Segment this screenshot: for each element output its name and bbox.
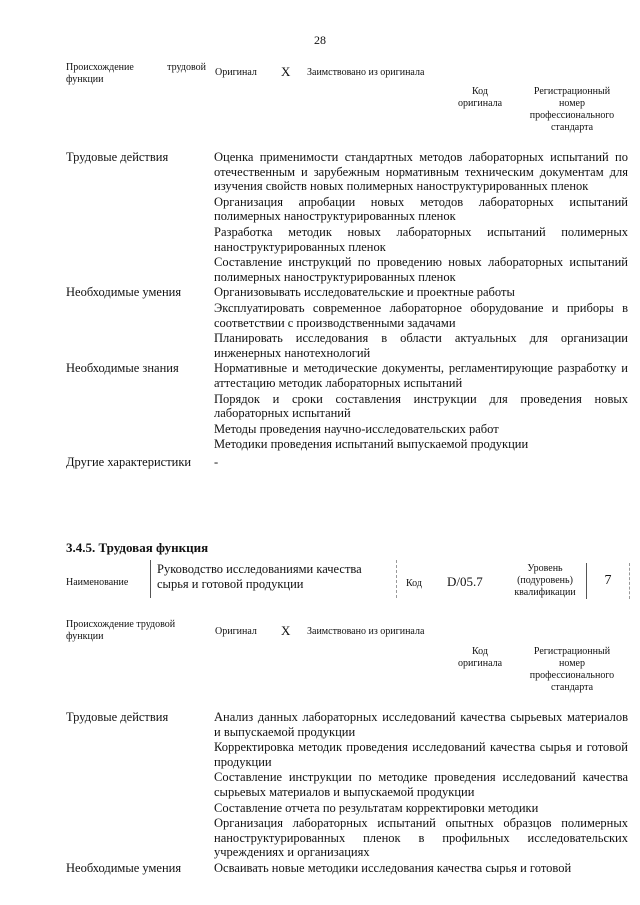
origin-label-c: функции: [66, 74, 104, 85]
list-item: Разработка методик новых лабораторных испытаний полимерных наноструктурированных пленок: [214, 224, 628, 254]
original-checkbox-mark: X: [281, 64, 291, 79]
level-label: Уровень (подуровень) квалификации: [514, 563, 576, 598]
origin-label-2: Происхождение трудовой функции: [66, 619, 176, 642]
name-label: Наименование: [66, 577, 129, 588]
list-item: Составление инструкций по проведению новых лабораторных испытаний полимерных наноструктурированных пленок: [214, 255, 628, 284]
row-label: Необходимые умения: [66, 285, 182, 300]
row-label: Трудовые действия: [66, 710, 169, 724]
origin-label-a: Происхождение: [66, 62, 134, 73]
code-original-label-2: Код оригинала: [457, 646, 503, 669]
list-item: Планировать исследования в области актуальных для организации инженерных нанотехнологий: [214, 331, 628, 360]
original-label: Оригинал: [215, 67, 257, 78]
level-value-box: [586, 563, 630, 599]
list-item: Организация апробации новых методов лабораторных испытаний полимерных наноструктурированных пленок: [214, 194, 628, 224]
list-item: Эксплуатировать современное лабораторное оборудование и приборы в соответствии с производственными задачами: [214, 300, 628, 330]
row-label: Другие характеристики: [66, 454, 192, 469]
row-required-skills: [66, 285, 628, 361]
list-item: Методики проведения испытаний выпускаемой продукции: [214, 437, 529, 452]
row-labor-actions: [66, 710, 628, 861]
row-content: [214, 361, 628, 453]
borrowed-label-2: Заимствовано из оригинала: [307, 626, 425, 637]
code-original-label: Код оригинала: [457, 86, 503, 109]
list-item: -: [214, 454, 219, 469]
row-content: [214, 710, 628, 861]
level-value: 7: [604, 573, 612, 588]
list-item: Корректировка методик проведения исследований качества сырья и готовой продукции: [214, 740, 628, 769]
row-label: Необходимые умения: [66, 860, 182, 875]
row-label: Трудовые действия: [66, 150, 169, 164]
list-item: Организация лабораторных испытаний опытных образцов полимерных наноструктурированных пленок в профильных исследовательских учреждениях и организациях: [214, 816, 628, 860]
row-content: [214, 150, 628, 285]
list-item: Составление инструкции по методике проведения исследований качества сырьевых материалов и выпускаемой продукции: [214, 770, 628, 799]
code-label: Код: [406, 578, 422, 589]
name-value: Руководство исследованиями качества сырья и готовой продукции: [157, 562, 362, 591]
page-number: 28: [314, 33, 326, 47]
list-item: Нормативные и методические документы, регламентирующие разработку и аттестацию методик лабораторных испытаний: [214, 361, 628, 390]
list-item: Составление отчета по результатам корректировки методики: [214, 800, 539, 815]
row-label: Необходимые знания: [66, 361, 179, 376]
origin-label: [66, 62, 206, 86]
name-value-box: [150, 560, 397, 598]
section-heading: 3.4.5. Трудовая функция: [66, 540, 209, 555]
original-label-2: Оригинал: [215, 626, 257, 637]
row-content: [214, 285, 628, 361]
original-checkbox-mark-2: X: [281, 623, 291, 638]
registration-number-label-2: Регистрационный номер профессионального стандарта: [529, 646, 615, 693]
list-item: Порядок и сроки составления инструкции для проведения новых лабораторных испытаний: [214, 391, 628, 421]
row-content: [214, 861, 628, 877]
block2-table: [66, 710, 628, 877]
row-required-knowledge: [66, 361, 628, 453]
borrowed-label: Заимствовано из оригинала: [307, 67, 425, 78]
origin-label-b: трудовой: [167, 62, 206, 73]
list-item: Анализ данных лабораторных исследований качества сырьевых материалов и выпускаемой продукции: [214, 710, 628, 739]
code-value: D/05.7: [447, 574, 483, 589]
block1-table: [66, 150, 628, 470]
list-item: Организовывать исследовательские и проектные работы: [214, 285, 515, 300]
row-required-skills: [66, 861, 628, 877]
list-item: Методы проведения научно-исследовательских работ: [214, 421, 499, 436]
list-item: Осваивать новые методики исследования качества сырья и готовой: [214, 860, 572, 875]
row-other-characteristics: [66, 455, 628, 471]
row-labor-actions: [66, 150, 628, 285]
list-item: Оценка применимости стандартных методов лабораторных испытаний по отечественным и зарубежным нормативным техническим документам для изучения свойств новых полимерных наноструктурированных пленок: [214, 150, 628, 194]
row-content: [214, 455, 628, 471]
registration-number-label: Регистрационный номер профессионального стандарта: [529, 86, 615, 133]
